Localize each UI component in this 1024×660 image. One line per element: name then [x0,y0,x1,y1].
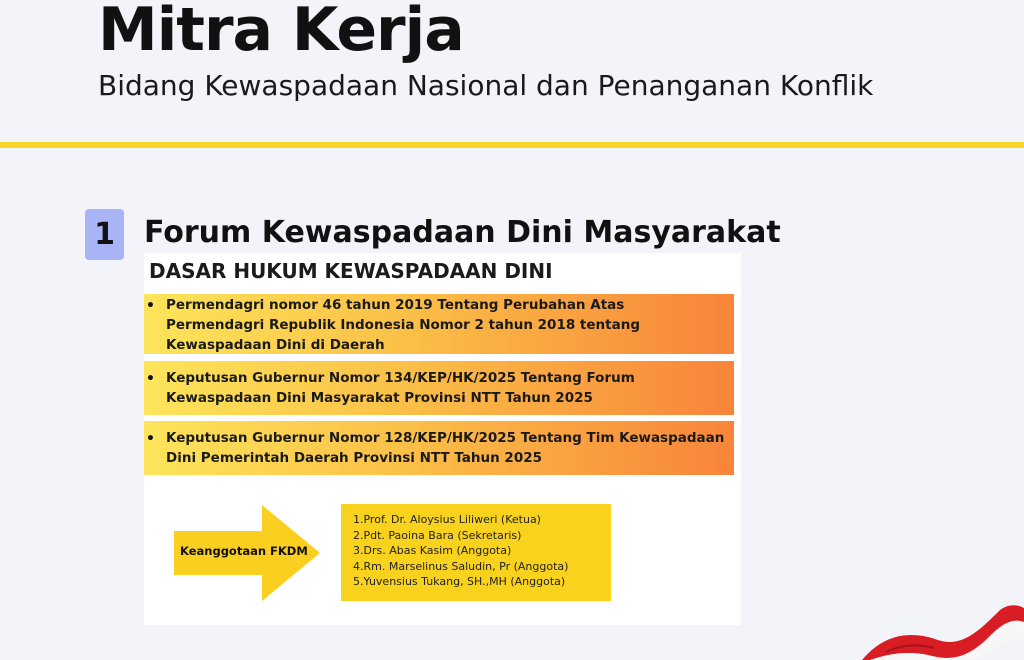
membership-label: Keanggotaan FKDM [180,544,308,558]
legal-basis-card [144,253,741,625]
legal-basis-text: Permendagri nomor 46 tahun 2019 Tentang Perubahan Atas Permendagri Republik Indonesia Nomor 2 tahun 2018 tentang Kewaspadaan Dini di Daerah [166,297,640,353]
legal-basis-item [144,421,734,475]
bullet-icon: • [146,298,155,314]
legal-basis-item [144,294,734,354]
page-title: Mitra Kerja [98,0,464,65]
legal-basis-text: Keputusan Gubernur Nomor 128/KEP/HK/2025 Tentang Tim Kewaspadaan Dini Pemerintah Daerah Provinsi NTT Tahun 2025 [166,430,725,466]
page-subtitle: Bidang Kewaspadaan Nasional dan Penanganan Konflik [98,69,874,102]
legal-basis-text: Keputusan Gubernur Nomor 134/KEP/HK/2025 Tentang Forum Kewaspadaan Dini Masyarakat Provinsi NTT Tahun 2025 [166,370,635,406]
member-item: 2.Pdt. Paoina Bara (Sekretaris) [353,528,522,542]
membership-list-box [341,504,611,601]
section-number-badge: 1 [85,209,124,260]
bullet-icon: • [146,371,155,387]
section-title: Forum Kewaspadaan Dini Masyarakat [144,215,781,250]
member-item: 4.Rm. Marselinus Saludin, Pr (Anggota) [353,559,569,573]
member-item: 5.Yuvensius Tukang, SH.,MH (Anggota) [353,575,566,588]
member-item: 1.Prof. Dr. Aloysius Liliweri (Ketua) [353,513,541,526]
indonesian-flag-icon [862,600,1024,660]
card-heading: DASAR HUKUM KEWASPADAAN DINI [149,259,553,283]
legal-basis-item [144,361,734,415]
header-divider [0,142,1024,148]
member-item: 3.Drs. Abas Kasim (Anggota) [353,544,512,557]
membership-list [341,504,611,590]
bullet-icon: • [146,431,155,447]
